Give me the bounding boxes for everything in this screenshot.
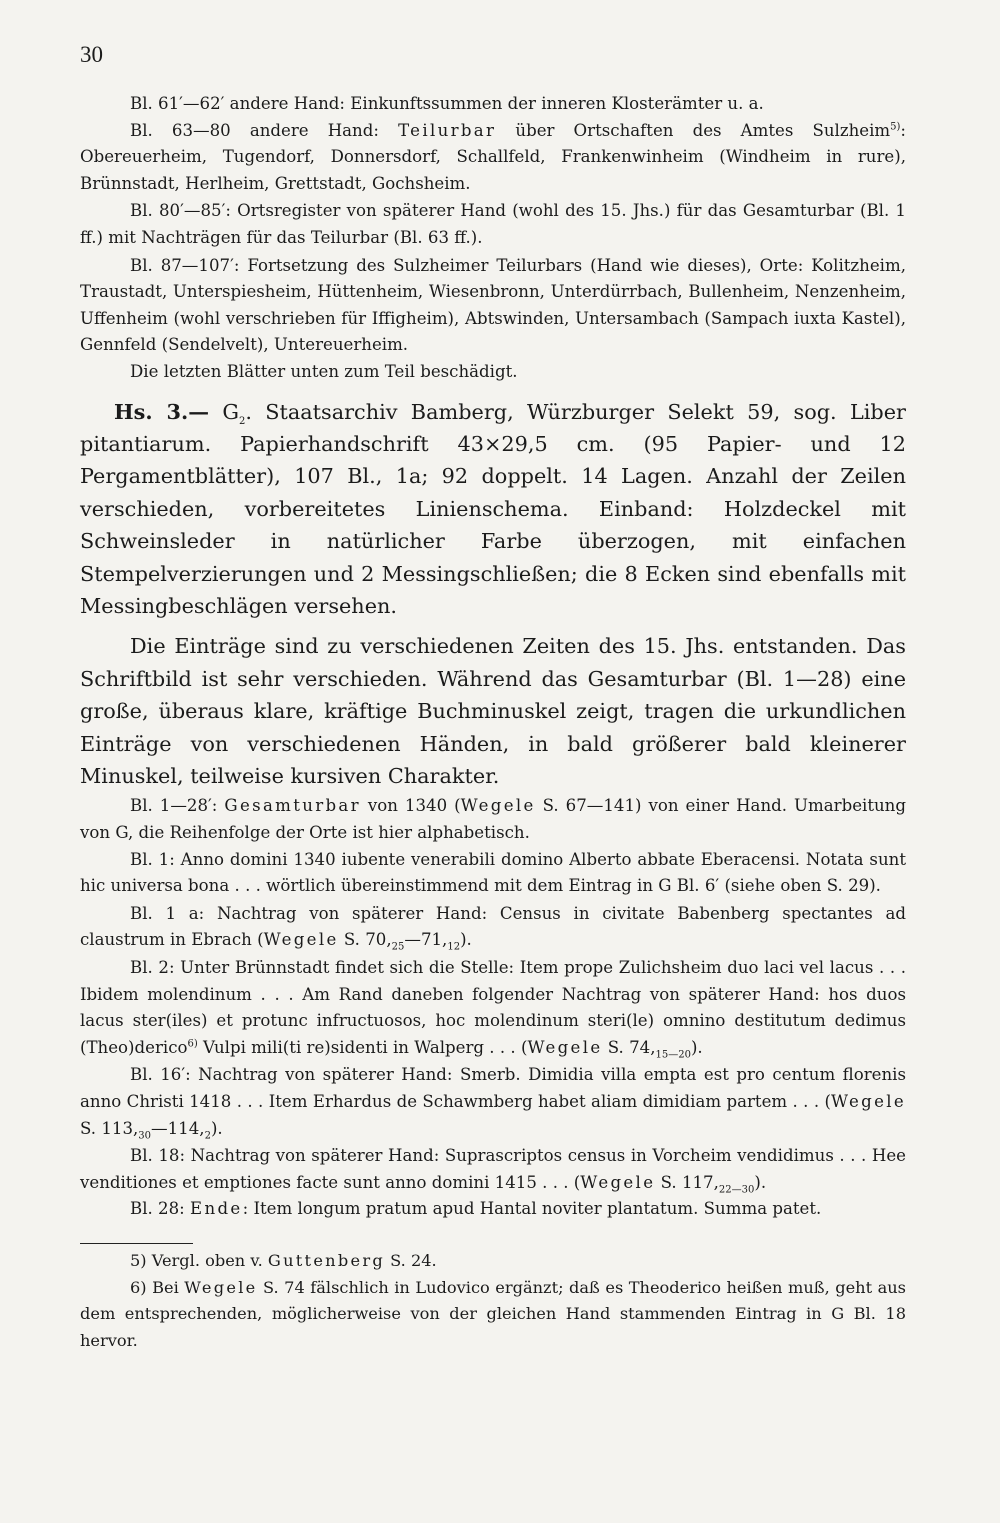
footnote-5 — [80, 1248, 906, 1275]
author-wegele: Wegele — [580, 1172, 656, 1192]
entry-bl-63 — [80, 118, 906, 198]
author-guttenberg: Guttenberg — [267, 1250, 385, 1270]
detail-text: ). — [460, 930, 472, 950]
detail-bl-28 — [80, 1196, 906, 1223]
entry-bl-61: Bl. 61′—62′ andere Hand: Einkunftssummen der inneren Klosterämter u. a. — [130, 94, 764, 113]
hs-text: . Staatsarchiv Bamberg, Würzburger Selekt 59, sog. Liber pitantiarum. Papierhandschrift 43×29,5 cm. (95 Papier- und 12 Pergamentblätter), 107 Bl., 1a; 92 doppelt. 14 Lagen. Anzahl der Zeilen verschieden, vorbereitetes Linienschema. Einband: Holzdeckel mit Schweinsleder in natürlicher Farbe überzogen, mit einfachen Stempelverzierungen und 2 Messingschließen; die 8 Ecken sind ebenfalls mit Messingbeschlägen versehen. — [80, 399, 906, 618]
author-wegele: Wegele — [263, 930, 339, 950]
entry-bl-80: Bl. 80′—85′: Ortsregister von späterer Hand (wohl des 15. Jhs.) für das Gesamturbar (Bl. 1 ff.) mit Nachträgen für das Teilurbar (Bl. 63 ff.). — [80, 201, 906, 247]
manuscript-description — [80, 396, 906, 623]
detail-text: ). — [210, 1118, 223, 1138]
detail-text: Bl. 18: Nachtrag von späterer Hand: Suprascriptos census in Vorcheim vendidimus . . . Hee venditiones et emptiones facte sunt anno domini 1415 . . . ( — [80, 1146, 906, 1192]
hs-siglum: G — [222, 399, 239, 424]
entry-bl-87: Bl. 87—107′: Fortsetzung des Sulzheimer Teilurbars (Hand wie dieses), Orte: Kolitzheim, Traustadt, Unterspiesheim, Hüttenheim, Wiesenbronn, Unterdürrbach, Bullenheim, Nenzenheim, Uffenheim (wohl verschrieben für Iffigheim), Abtswinden, Untersambach (Sampach iuxta Kastel), Gennfeld (Sendelvelt), Untereuerheim. — [80, 255, 906, 355]
author-wegele: Wegele — [460, 796, 536, 816]
footnote-text: 6) Bei — [130, 1277, 185, 1297]
detail-text: Bl. 1 a: Nachtrag von späterer Hand: Census in civitate Babenberg spectantes ad claustrum in Ebrach ( — [80, 903, 906, 950]
detail-text: S. 117, — [655, 1172, 719, 1192]
hs-label: Hs. 3.— — [114, 398, 210, 424]
detail-text: ). — [754, 1172, 767, 1192]
detail-text: S. 70, — [338, 930, 392, 950]
footnote-ref-6: 6) — [187, 1038, 198, 1050]
detail-text: —71, — [404, 930, 448, 950]
detail-bl-1a — [80, 901, 906, 954]
detail-text: Bl. 28: — [130, 1199, 191, 1219]
line-ref: 12 — [447, 941, 461, 953]
detail-text: S. 74, — [602, 1037, 656, 1057]
detail-text: S. 113, — [80, 1118, 139, 1138]
author-wegele: Wegele — [527, 1037, 603, 1057]
entry-text: Bl. 63—80 andere Hand: — [130, 120, 399, 140]
page-body — [80, 91, 906, 1354]
line-ref: 30 — [138, 1129, 152, 1141]
hs-siglum-sub: 2 — [238, 415, 246, 427]
detail-text: Bl. 16′: Nachtrag von späterer Hand: Smerb. Dimidia villa empta est pro centum florenis anno Christi 1418 . . . Item Erhardus de Schawmberg habet aliam dimidiam partem . . . ( — [80, 1065, 906, 1111]
detail-bl-16 — [80, 1062, 906, 1142]
footnote-text: 5) Vergl. oben v. — [130, 1250, 268, 1270]
emphasis-ende: Ende — [190, 1199, 243, 1219]
script-description: Die Einträge sind zu verschiedenen Zeiten des 15. Jhs. entstanden. Das Schriftbild ist sehr verschieden. Während das Gesamturbar (Bl. 1—28) eine große, überaus klare, kräftige Buchminuskel zeigt, tragen die urkundlichen Einträge von verschiedenen Händen, in bald größerer bald kleinerer Minuskel, teilweise kursiven Charakter. — [80, 634, 906, 788]
author-wegele: Wegele — [830, 1091, 906, 1111]
emphasis-gesamturbar: Gesamturbar — [224, 796, 361, 816]
footnote-text: S. 24. — [385, 1250, 437, 1270]
footnote-6 — [80, 1275, 906, 1355]
detail-text: von 1340 ( — [360, 796, 461, 816]
emphasis-teilurbar: Teilurbar — [398, 120, 497, 140]
detail-text: : Item longum pratum apud Hantal noviter plantatum. Summa patet. — [242, 1199, 822, 1219]
detail-text: Bl. 2: Unter Brünnstadt findet sich die Stelle: Item prope Zulichsheim duo laci vel lacus . . . Ibidem molendinum . . . Am Rand daneben folgender Nachtrag von späterer Hand: hos duos lacus ster(iles) et protunc infructuosos, hoc molendinum steri(le) omnino destitutum dedimus (Theo)derico — [80, 957, 906, 1057]
entry-text: über Ortschaften des Amtes Sulzheim — [496, 120, 891, 140]
detail-text: Bl. 1—28′: — [130, 796, 225, 816]
footnote-text: S. 74 fälschlich in Ludovico ergänzt; daß es Theoderico heißen muß, geht aus dem entsprechenden, möglicherweise von der gleichen Hand stammenden Eintrag in G Bl. 18 hervor. — [80, 1277, 906, 1350]
detail-bl-1: Bl. 1: Anno domini 1340 iubente venerabili domino Alberto abbate Eberacensi. Notata sunt hic universa bona . . . wörtlich übereinstimmend mit dem Eintrag in G Bl. 6′ (siehe oben S. 29). — [80, 849, 906, 896]
footnote-ref-5: 5) — [890, 121, 901, 133]
line-ref: 25 — [391, 941, 405, 953]
page-number: 30 — [80, 42, 103, 67]
line-ref: 15—20 — [655, 1049, 691, 1061]
detail-text: ). — [690, 1037, 703, 1057]
line-ref: 2 — [204, 1129, 211, 1141]
detail-bl-18 — [80, 1143, 906, 1196]
entry-note-damage: Die letzten Blätter unten zum Teil beschädigt. — [130, 361, 518, 381]
footnote-separator — [80, 1243, 193, 1244]
detail-bl-1-28 — [80, 793, 906, 846]
detail-text: —114, — [151, 1118, 205, 1138]
author-wegele: Wegele — [184, 1277, 258, 1297]
detail-bl-2 — [80, 955, 906, 1061]
detail-text: Vulpi mili(ti re)sidenti in Walperg . . . ( — [197, 1037, 528, 1057]
entry-text: : Obereuerheim, Tugendorf, Donnersdorf, Schallfeld, Frankenwinheim (Windheim in rure), Brünnstadt, Herlheim, Grettstadt, Gochsheim. — [80, 120, 906, 193]
detail-text: S. 67—141) von einer Hand. Umarbeitung von G, die Reihenfolge der Orte ist hier alphabetisch. — [80, 796, 906, 842]
line-ref: 22—30 — [718, 1184, 755, 1196]
